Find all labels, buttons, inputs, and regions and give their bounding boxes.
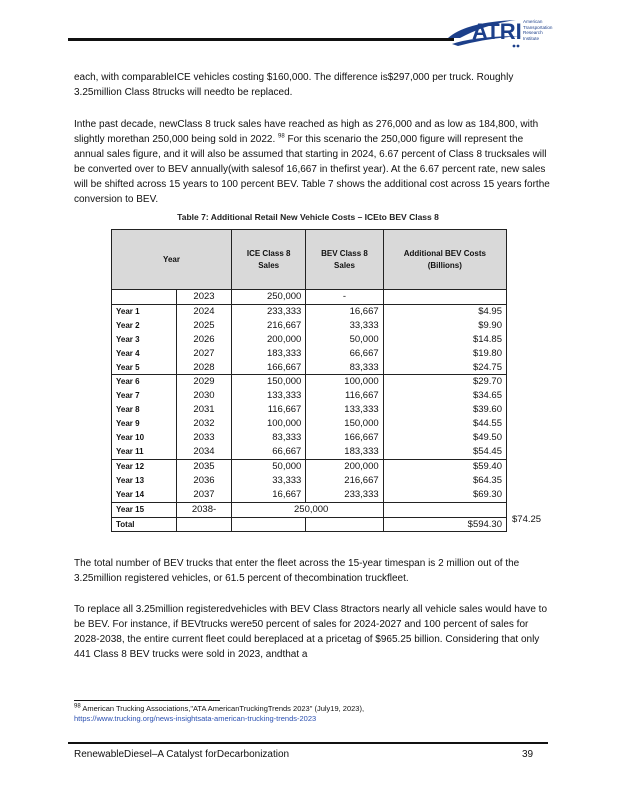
table-row <box>112 347 507 361</box>
row-bev-sales: 16,667 <box>306 304 383 318</box>
row-additional-cost: $4.95 <box>383 304 506 318</box>
row-year: 2028 <box>177 361 232 375</box>
row-additional-cost: $69.30 <box>383 488 506 502</box>
row-ice-sales: 250,000 <box>232 290 306 305</box>
row-label: Year 9 <box>112 417 177 431</box>
row-year: 2030 <box>177 389 232 403</box>
row-additional-cost: $39.60 <box>383 403 506 417</box>
row-year: 2035 <box>177 459 232 473</box>
row-year: 2023 <box>177 290 232 305</box>
footnote-number: 98 <box>74 703 81 710</box>
table-7-body <box>112 290 507 532</box>
row-ice-sales: 200,000 <box>232 333 306 347</box>
row-ice-sales: 50,000 <box>232 459 306 473</box>
row-additional-cost <box>383 290 506 305</box>
header-additional-cost: Additional BEV Costs (Billions) <box>383 230 506 290</box>
row-bev-sales: 50,000 <box>306 333 383 347</box>
footnote <box>74 704 544 724</box>
header-ice-sales: ICE Class 8 Sales <box>232 230 306 290</box>
row-bev-sales: 133,333 <box>306 403 383 417</box>
row-bev-sales: 66,667 <box>306 347 383 361</box>
row-label <box>112 290 177 305</box>
row-ice-sales: 133,333 <box>232 389 306 403</box>
table-7 <box>111 229 507 532</box>
row-label: Year 4 <box>112 347 177 361</box>
row-ice-sales: 83,333 <box>232 431 306 445</box>
table-row-total <box>112 517 507 532</box>
row-label: Year 6 <box>112 375 177 389</box>
paragraph-1: each, with comparableICE vehicles costing $160,000. The difference is$297,000 per truck. Roughly 3.25million Class 8trucks will needto be replaced. <box>74 72 514 98</box>
row-additional-cost-empty <box>383 502 506 517</box>
row-bev-sales: 33,333 <box>306 319 383 333</box>
table-row <box>112 333 507 347</box>
row-label: Year 3 <box>112 333 177 347</box>
total-year-empty <box>177 517 232 532</box>
header-rule <box>68 38 454 41</box>
row-merged-sales: 250,000 <box>232 502 384 517</box>
total-cost: $594.30 <box>383 517 506 532</box>
row-additional-cost: $24.75 <box>383 361 506 375</box>
paragraph-3: The total number of BEV trucks that enter the fleet across the 15-year timespan is 2 million out of the 3.25million registered vehicles, or 61.5 percent of thecombination truckfleet. <box>74 558 520 584</box>
row-bev-sales: 150,000 <box>306 417 383 431</box>
footnote-ref-98[interactable]: 98 <box>278 133 285 140</box>
row-ice-sales: 216,667 <box>232 319 306 333</box>
row-additional-cost: $59.40 <box>383 459 506 473</box>
table-row <box>112 502 507 517</box>
row-ice-sales: 183,333 <box>232 347 306 361</box>
row-ice-sales: 66,667 <box>232 445 306 459</box>
footnote-rule <box>74 700 220 701</box>
row-additional-cost: $9.90 <box>383 319 506 333</box>
row-label: Year 13 <box>112 474 177 488</box>
atri-logo <box>446 16 560 50</box>
page-number: 39 <box>522 749 534 760</box>
row-label: Year 1 <box>112 304 177 318</box>
paragraph-2 <box>74 117 552 207</box>
row-year: 2038- <box>177 502 232 517</box>
row-bev-sales: - <box>306 290 383 305</box>
row-year: 2036 <box>177 474 232 488</box>
table-row <box>112 431 507 445</box>
logo-subtitle: American Transportation Research Institute <box>523 19 553 41</box>
row-ice-sales: 100,000 <box>232 417 306 431</box>
row-bev-sales: 166,667 <box>306 431 383 445</box>
row-label: Year 14 <box>112 488 177 502</box>
table-row <box>112 290 507 305</box>
row-year: 2037 <box>177 488 232 502</box>
row-bev-sales: 100,000 <box>306 375 383 389</box>
row-bev-sales: 183,333 <box>306 445 383 459</box>
row-label: Year 5 <box>112 361 177 375</box>
row-label: Year 12 <box>112 459 177 473</box>
table-row <box>112 488 507 502</box>
row-ice-sales: 116,667 <box>232 403 306 417</box>
row-additional-cost: $49.50 <box>383 431 506 445</box>
total-ice-empty <box>232 517 306 532</box>
row-label: Year 7 <box>112 389 177 403</box>
row-year: 2025 <box>177 319 232 333</box>
row-year: 2026 <box>177 333 232 347</box>
row-ice-sales: 166,667 <box>232 361 306 375</box>
row-additional-cost: $54.45 <box>383 445 506 459</box>
row-additional-cost: $29.70 <box>383 375 506 389</box>
table-row <box>112 445 507 459</box>
row-bev-sales: 116,667 <box>306 389 383 403</box>
row-label: Year 11 <box>112 445 177 459</box>
row-label: Year 10 <box>112 431 177 445</box>
row-year: 2032 <box>177 417 232 431</box>
table-row <box>112 417 507 431</box>
total-bev-empty <box>306 517 383 532</box>
table-row <box>112 389 507 403</box>
table-row <box>112 304 507 318</box>
row-label: Year 2 <box>112 319 177 333</box>
row-year: 2034 <box>177 445 232 459</box>
row-ice-sales: 33,333 <box>232 474 306 488</box>
logo-text: ATRI <box>472 19 522 44</box>
row-year: 2029 <box>177 375 232 389</box>
row-ice-sales: 233,333 <box>232 304 306 318</box>
row-year: 2027 <box>177 347 232 361</box>
footnote-text: American Trucking Associations,"ATA AmericanTruckingTrends 2023" (July19, 2023), <box>82 704 365 713</box>
table-row <box>112 361 507 375</box>
row-bev-sales: 83,333 <box>306 361 383 375</box>
row-additional-cost: $19.80 <box>383 347 506 361</box>
row-year: 2033 <box>177 431 232 445</box>
total-label: Total <box>112 517 177 532</box>
header-year: Year <box>112 230 232 290</box>
row-label: Year 8 <box>112 403 177 417</box>
table-row <box>112 319 507 333</box>
table-row <box>112 474 507 488</box>
year-15-cost: $74.25 <box>512 514 542 525</box>
table-7-caption: Table 7: Additional Retail New Vehicle Costs – ICEto BEV Class 8 <box>177 212 439 222</box>
row-additional-cost: $14.85 <box>383 333 506 347</box>
footer-rule <box>68 742 548 744</box>
header-bev-sales: BEV Class 8 Sales <box>306 230 383 290</box>
row-bev-sales: 233,333 <box>306 488 383 502</box>
row-additional-cost: $34.65 <box>383 389 506 403</box>
table-row <box>112 403 507 417</box>
paragraph-4: To replace all 3.25million registeredvehicles with BEV Class 8tractors nearly all vehicle sales would have to be BEV. For instance, if BEVtrucks were50 percent of sales for 2024-2027 and 100 percent of sales for 2028-2038, the entire current fleet could bereplaced at a pricetag of $965.25 billion. Considering that only 441 Class 8 BEV trucks were sold in 2023, andthat a <box>74 604 548 660</box>
row-bev-sales: 200,000 <box>306 459 383 473</box>
row-label: Year 15 <box>112 502 177 517</box>
row-bev-sales: 216,667 <box>306 474 383 488</box>
footer-title: RenewableDiesel–A Catalyst forDecarbonization <box>74 749 290 760</box>
row-additional-cost: $64.35 <box>383 474 506 488</box>
row-ice-sales: 150,000 <box>232 375 306 389</box>
table-row <box>112 375 507 389</box>
row-ice-sales: 16,667 <box>232 488 306 502</box>
table-row <box>112 459 507 473</box>
paragraph-2-part-1: Inthe past decade, newClass 8 truck sales have reached as high as 276,000 and as low as 184,800, with slightly morethan 250,000 being sold in 2022. <box>74 119 539 145</box>
row-year: 2031 <box>177 403 232 417</box>
footnote-link[interactable]: https://www.trucking.org/news-insightsata-american-trucking-trends-2023 <box>74 714 317 723</box>
paragraph-2-part-2: For this scenario the 250,000 figure will represent the annual sales figure, and it will also be assumed that starting in 2024, 6.67 percent of Class 8 trucksales will be converted over to BEV annually(with salesof 16,667 in thefirst year). At the 6.67 percent rate, new sales will be shifted across 15 years to 100 percent BEV. Table 7 shows the additional cost across 15 years forthe conversion to BEV. <box>74 134 550 205</box>
row-additional-cost: $44.55 <box>383 417 506 431</box>
row-year: 2024 <box>177 304 232 318</box>
